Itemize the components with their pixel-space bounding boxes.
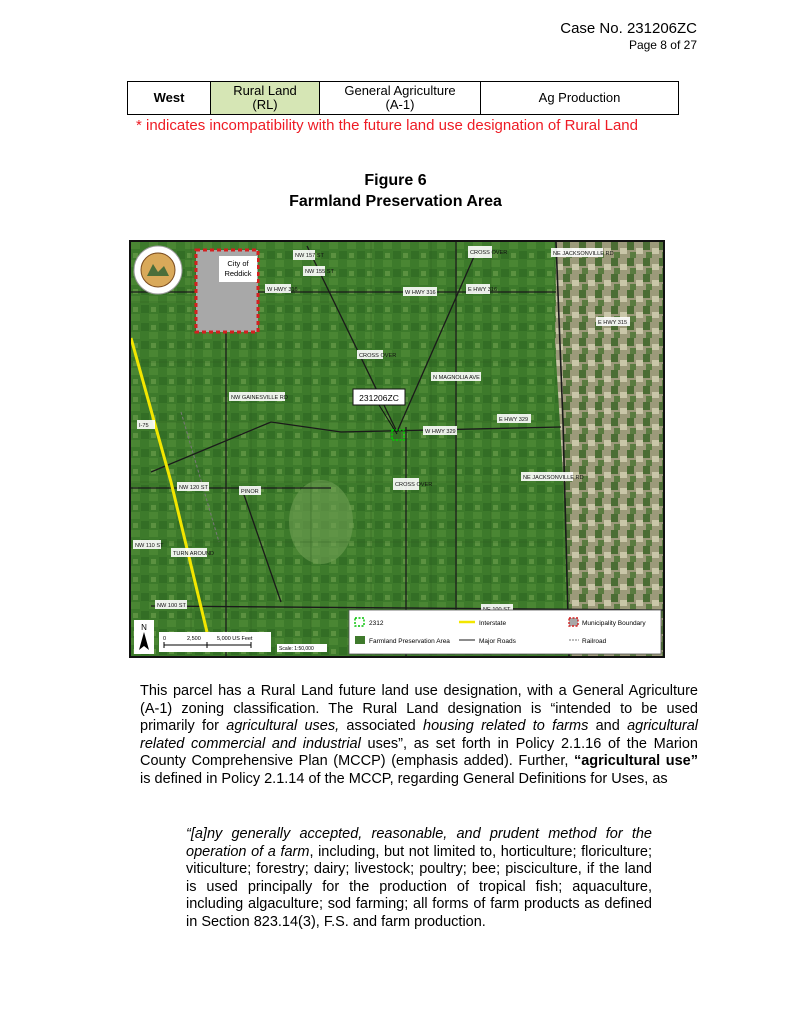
city-label-line2: Reddick [224,269,252,278]
zoning-cell [320,82,481,115]
p1-em-3: agricultural related commercial and industrial [140,718,698,752]
p1-text-2: associated [339,718,424,734]
agricultural-use-quote [186,826,652,931]
road-label-ehwy329: E HWY 329 [499,417,529,423]
road-label-crossover2: CROSS OVER [395,482,433,488]
flu-line1: Rural Land [233,83,297,98]
road-label-jack2: NE JACKSONVILLE RD [553,251,614,257]
p1-em-1: agricultural uses, [226,718,340,734]
road-label-jack1: NE JACKSONVILLE RD [523,475,584,481]
p1-bold-1: “agricultural use” [573,753,698,769]
non-preservation-area [555,242,663,656]
legend-railroad: Railroad [582,638,607,645]
quote-em: “[a]ny generally accepted, reasonable, and prudent method for the operation of a farm [186,826,652,860]
farmland-map [129,240,665,658]
zoning-line1: General Agriculture [344,83,456,98]
map-legend [349,610,661,654]
existing-use-cell: Ag Production [481,82,679,115]
road-label-nw155: NW 155 ST [305,269,334,275]
p1-text-5: is defined in Policy 2.1.14 of the MCCP, regarding General Definitions for Uses, as [140,770,668,787]
legend-major-roads: Major Roads [479,638,516,645]
quote-rest: , including, but not limited to, horticulture; floriculture; viticulture; forestry; dairy; livestock; poultry; bee; pisciculture, if the land is used principally for the production of tropical fish; aquaculture, including algaculture; sod farming; all forms of farm products as defined in Section 823.14(3), F.S. and farm production. [186,843,652,930]
p1-text-1: This parcel has a Rural Land future land use designation, with a General Agriculture (A-1) zoning classification. The Rural Land designation is “intended to be used primarily for [140,683,698,734]
paragraph-rural-land [140,683,698,788]
flu-line2: (RL) [252,97,278,112]
legend-farmland-swatch [355,636,365,644]
legend-municipality: Municipality Boundary [582,620,646,627]
road-label-ehwy316: E HWY 316 [468,287,498,293]
legend-municipality-swatch [569,618,578,626]
figure-number: Figure 6 [364,172,427,189]
road-label-nw110: NW 110 ST [135,543,164,549]
road-label-ehwy315: E HWY 315 [598,320,628,326]
county-seal-logo-inner [141,253,175,287]
zoning-line2: (A-1) [385,97,415,112]
road-label-crossover3: CROSS OVER [359,353,397,359]
scale-ratio: Scale: 1:50,000 [279,646,314,652]
north-label: N [141,623,147,632]
p1-text-3: and [588,718,628,734]
p1-text-4: uses”, as set forth in Policy 2.1.16 of the Marion County Comprehensive Plan (MCCP) (emphasis added). Further, [140,735,698,769]
scale-mid: 2,500 [187,636,201,642]
clearing [289,480,353,564]
road-label-whwy316b: W HWY 316 [405,290,436,296]
figure-title: Farmland Preservation Area [289,193,502,210]
road-label-magnolia: N MAGNOLIA AVE [433,375,480,381]
direction-cell: West [128,82,211,115]
road-label-nw100: NW 100 ST [157,603,186,609]
p1-em-2: housing related to farms [423,718,589,734]
incompatibility-note: * indicates incompatibility with the future land use designation of Rural Land [136,117,638,134]
scale-zero: 0 [163,636,167,642]
table-row [128,82,679,115]
legend-farmland: Farmland Preservation Area [369,638,450,645]
city-label-line1: City of [227,259,249,268]
parcel-callout-label: 231206ZC [359,393,399,403]
page-number: Page 8 of 27 [628,38,697,52]
road-label-i75: I-75 [139,423,149,429]
scale-bar-box [159,632,271,652]
road-label-turn: TURN AROUND [173,551,215,557]
road-label-whwy329: W HWY 329 [425,429,456,435]
legend-interstate: Interstate [479,620,507,627]
legend-parcel: 2312 [369,620,384,627]
case-number: Case No. 231206ZC [560,20,697,37]
road-label-pinor: PINOR [241,489,259,495]
road-label-cross: CROSS OVER [470,250,508,256]
scale-end: 5,000 US Feet [217,636,253,642]
road-label-gainesville: NW GAINESVILLE RD [231,395,288,401]
road-label-nw120: NW 120 ST [179,485,208,491]
road-label-whwy316a: W HWY 316 [267,287,298,293]
zoning-table [127,81,679,115]
road-label-nw157: NW 157 ST [295,253,324,259]
future-land-use-cell [211,82,320,115]
